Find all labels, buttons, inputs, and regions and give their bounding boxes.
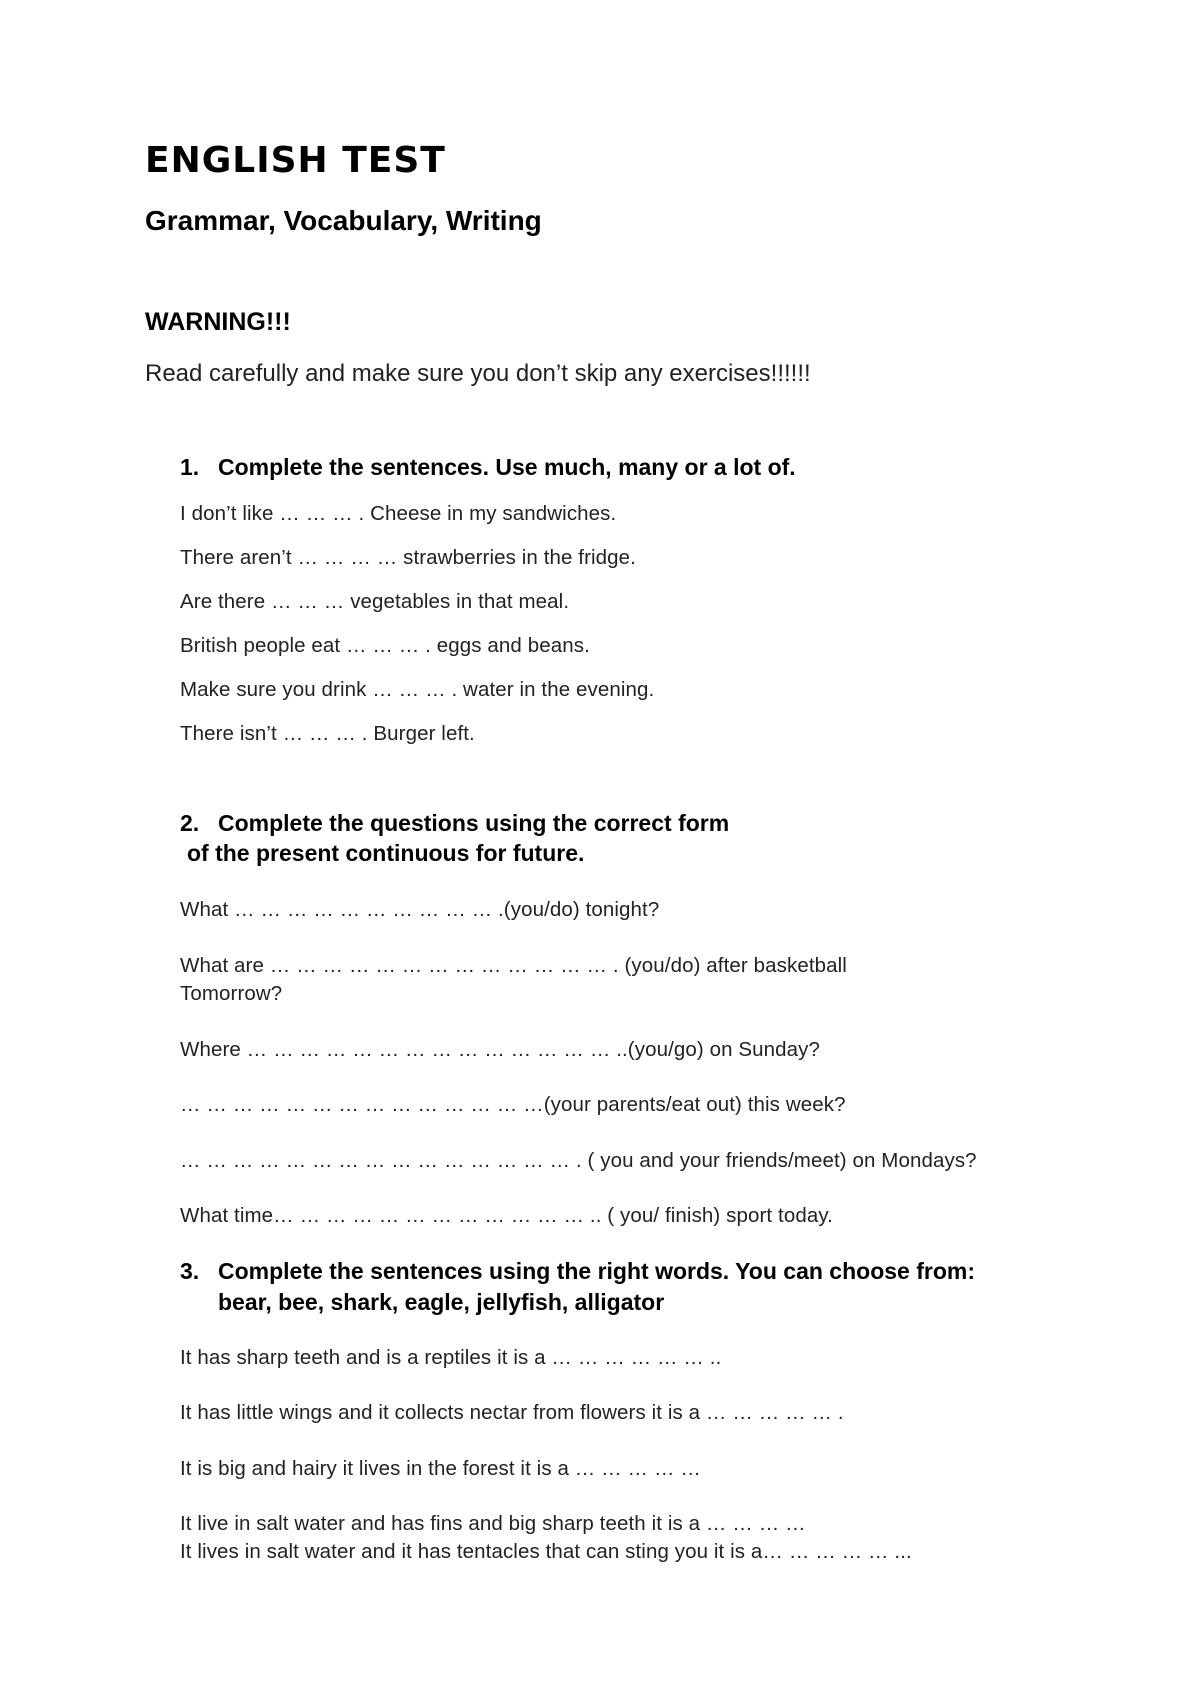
exercise-2-question: Where … … … … … … … … … … … … … … ..(you/go) on Sunday? — [180, 1038, 821, 1061]
warning-heading: WARNING!!! — [145, 308, 291, 336]
exercise-2-question: … … … … … … … … … … … … … … … . ( you and your friends/meet) on Mondays? — [180, 1149, 977, 1172]
exercise-1-sentence: Are there … … … vegetables in that meal. — [180, 590, 570, 613]
exercise-3-instruction-line-1: Complete the sentences using the right words. You can choose from: — [218, 1258, 975, 1284]
exercise-3-sentence: It has sharp teeth and is a reptiles it is a … … … … … … .. — [180, 1346, 722, 1369]
page-subtitle: Grammar, Vocabulary, Writing — [145, 205, 542, 236]
exercise-3-number: 3. — [180, 1258, 200, 1284]
exercise-2-question: … … … … … … … … … … … … … …(your parents/eat out) this week? — [180, 1093, 846, 1116]
exercise-1-number: 1. — [180, 454, 200, 480]
exercise-2-number: 2. — [180, 810, 200, 836]
exercise-2-question: What … … … … … … … … … … .(you/do) tonight? — [180, 898, 660, 921]
warning-text: Read carefully and make sure you don’t skip any exercises!!!!!! — [145, 360, 811, 387]
exercise-3-sentence: It lives in salt water and it has tentacles that can sting you it is a… … … … … ... — [180, 1540, 912, 1563]
exercise-1-heading — [180, 454, 796, 481]
exercise-3-sentence: It is big and hairy it lives in the forest it is a … … … … … — [180, 1457, 701, 1480]
exercise-2-instruction-line-2: of the present continuous for future. — [187, 840, 585, 866]
exercise-1-sentence: Make sure you drink … … … . water in the evening. — [180, 678, 655, 701]
exercise-2-question-continuation: Tomorrow? — [180, 982, 283, 1005]
exercise-1-sentence: There aren’t … … … … strawberries in the fridge. — [180, 546, 636, 569]
exercise-1-sentence: There isn’t … … … . Burger left. — [180, 722, 475, 745]
exercise-3-sentence: It live in salt water and has fins and big sharp teeth it is a … … … … — [180, 1512, 806, 1535]
exercise-1-sentence: British people eat … … … . eggs and beans. — [180, 634, 590, 657]
exercise-2-instruction-line-1: Complete the questions using the correct form — [218, 810, 730, 836]
exercise-3-sentence: It has little wings and it collects nectar from flowers it is a … … … … … . — [180, 1401, 844, 1424]
page-title: ENGLISH TEST — [145, 140, 446, 181]
exercise-2-question: What are … … … … … … … … … … … … … . (you/do) after basketball — [180, 954, 847, 977]
exercise-3-heading — [180, 1258, 975, 1285]
exercise-1-sentence: I don’t like … … … . Cheese in my sandwiches. — [180, 502, 617, 525]
exercise-3-instruction-line-2: bear, bee, shark, eagle, jellyfish, alligator — [218, 1289, 665, 1315]
exercise-2-question: What time… … … … … … … … … … … … .. ( you/ finish) sport today. — [180, 1204, 833, 1227]
exercise-1-instruction: Complete the sentences. Use much, many or a lot of. — [218, 454, 796, 480]
exercise-2-heading — [180, 810, 729, 837]
